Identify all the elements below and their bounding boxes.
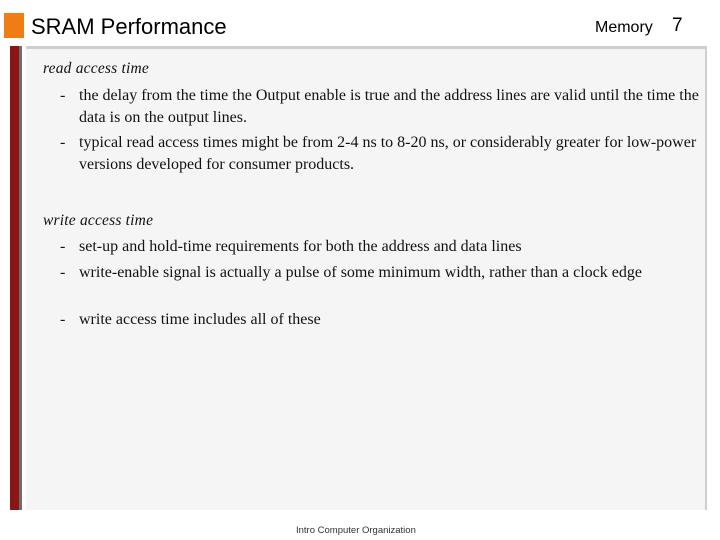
bullet-text: set-up and hold-time requirements for both the address and data lines: [79, 238, 522, 255]
bullet-dash: -: [60, 311, 66, 328]
chapter-label: Memory: [595, 19, 653, 36]
bullet-text: typical read access times might be from 2-4 ns to 8-20 ns, or considerably greater for low-power versions developed for consumer products.: [79, 134, 697, 173]
footer-text: Intro Computer Organization: [296, 525, 416, 536]
page-number: 7: [672, 15, 683, 36]
list-item: [60, 262, 700, 284]
title-accent-square: [4, 13, 24, 38]
slide-title: SRAM Performance: [31, 14, 227, 39]
section-heading-write-access-time: write access time: [43, 212, 154, 229]
bullet-text: the delay from the time the Output enable is true and the address lines are valid until the time the data is on the output lines.: [79, 87, 699, 126]
list-item: [60, 309, 700, 331]
section-heading-read-access-time: read access time: [43, 60, 149, 77]
bullet-dash: -: [60, 238, 66, 255]
bullet-text: write-enable signal is actually a pulse of some minimum width, rather than a clock edge: [79, 264, 642, 281]
bullet-dash: -: [60, 134, 66, 151]
side-bar-shadow: [19, 46, 22, 510]
list-item: [60, 236, 700, 258]
list-item: [60, 85, 700, 128]
bullet-text: write access time includes all of these: [79, 311, 321, 328]
bullet-dash: -: [60, 264, 66, 281]
list-item: [60, 132, 700, 175]
bullet-dash: -: [60, 87, 66, 104]
side-bar: [10, 46, 19, 510]
